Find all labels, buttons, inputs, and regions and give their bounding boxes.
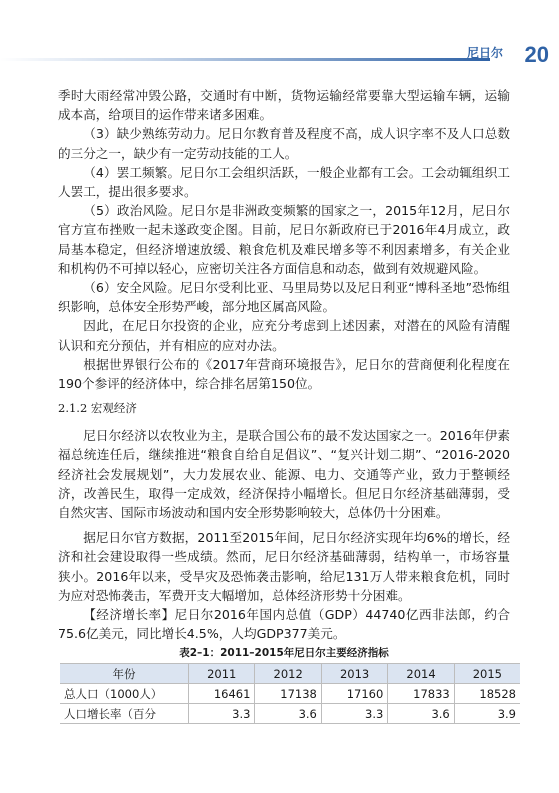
table-row-label: 总人口（1000人）	[60, 684, 189, 704]
table-header-cell: 2013	[321, 664, 387, 684]
section-heading: 2.1.2 宏观经济	[58, 401, 137, 416]
table-cell: 17833	[388, 684, 454, 704]
paragraph: 【经济增长率】尼日尔2016年国内总值（GDP）44740亿西非法郎，约合75.6亿美元，同比增长4.5%，人均GDP377美元。	[58, 607, 510, 642]
table-cell: 17138	[255, 684, 321, 704]
table-cell: 3.6	[255, 704, 321, 724]
table-header-cell: 2011	[189, 664, 255, 684]
paragraph: 因此，在尼日尔投资的企业，应充分考虑到上述因素，对潜在的风险有清醒认识和充分预估，并有相应的应对办法。	[58, 318, 510, 353]
paragraph: （4）罢工频繁。尼日尔工会组织活跃，一般企业都有工会。工会动辄组织工人罢工，提出很多要求。	[58, 164, 510, 200]
table-cell: 18528	[454, 684, 520, 704]
paragraph: 季时大雨经常冲毁公路，交通时有中断，货物运输经常要靠大型运输车辆，运输成本高，给项目的运作带来诸多困难。	[58, 88, 510, 123]
paragraph: （6）安全风险。尼日尔受利比亚、马里局势以及尼日利亚“博科圣地”恐怖组织影响，总体安全形势严峻，部分地区属高风险。	[58, 280, 510, 315]
table-header-cell: 2015	[454, 664, 520, 684]
page-number: 20	[524, 42, 549, 67]
paragraph: （5）政治风险。尼日尔是非洲政变频繁的国家之一，2015年12月，尼日尔官方宣布挫败一起未遂政变企图。目前，尼日尔新政府已于2016年4月成立，政局基本稳定，但经济增速放缓、粮食危机及难民增多等不利因素增多，有关企业和机构仍不可掉以轻心，应密切关注各方面信息和动态，做到有效规避风险。	[58, 203, 510, 276]
table-header-cell: 2014	[388, 664, 454, 684]
table-title: 表2–1：2011–2015年尼日尔主要经济指标	[179, 647, 389, 660]
page-header	[0, 42, 559, 82]
table-row	[60, 704, 520, 724]
table-header-cell: 2012	[255, 664, 321, 684]
paragraph: 据尼日尔官方数据，2011至2015年间，尼日尔经济实现年均6%的增长，经济和社会建设取得一些成绩。然而，尼日尔经济基础薄弱，结构单一，市场容量狭小。2016年以来，受旱灾及恐怖袭击影响，给尼131万人带来粮食危机，同时为应对恐怖袭击，军费开支大幅增加，总体经济形势十分困难。	[58, 530, 510, 603]
table-cell: 17160	[321, 684, 387, 704]
table-cell: 3.3	[189, 704, 255, 724]
page-body	[58, 86, 516, 724]
table-cell: 3.3	[321, 704, 387, 724]
table-row	[60, 684, 520, 704]
economic-indicators-table	[60, 663, 520, 724]
table-header-row	[60, 664, 520, 684]
paragraph: （3）缺少熟练劳动力。尼日尔教育普及程度不高，成人识字率不及人口总数的三分之一，缺少有一定劳动技能的工人。	[58, 126, 510, 161]
header-country-name: 尼日尔	[466, 46, 503, 60]
paragraph: 根据世界银行公布的《2017年营商环境报告》，尼日尔的营商便利化程度在190个参评的经济体中，综合排名居第150位。	[58, 356, 510, 392]
table-cell: 3.6	[388, 704, 454, 724]
table-cell: 3.9	[454, 704, 520, 724]
header-gradient-bar	[0, 58, 490, 61]
table-row-label: 人口增长率（百分	[60, 704, 189, 724]
table-header-cell: 年份	[60, 664, 189, 684]
table-cell: 16461	[189, 684, 255, 704]
paragraph: 尼日尔经济以农牧业为主，是联合国公布的最不发达国家之一。2016年伊素福总统连任后，继续推进“粮食自给自足倡议”、“复兴计划二期”、“2016-2020经济社会发展规划”，大力发展农业、能源、电力、交通等产业，致力于整顿经济，改善民生，取得一定成效，经济保持小幅增长。但尼日尔经济基础薄弱，受自然灾害、国际市场波动和国内安全形势影响较大，总体仍十分困难。	[58, 428, 510, 521]
